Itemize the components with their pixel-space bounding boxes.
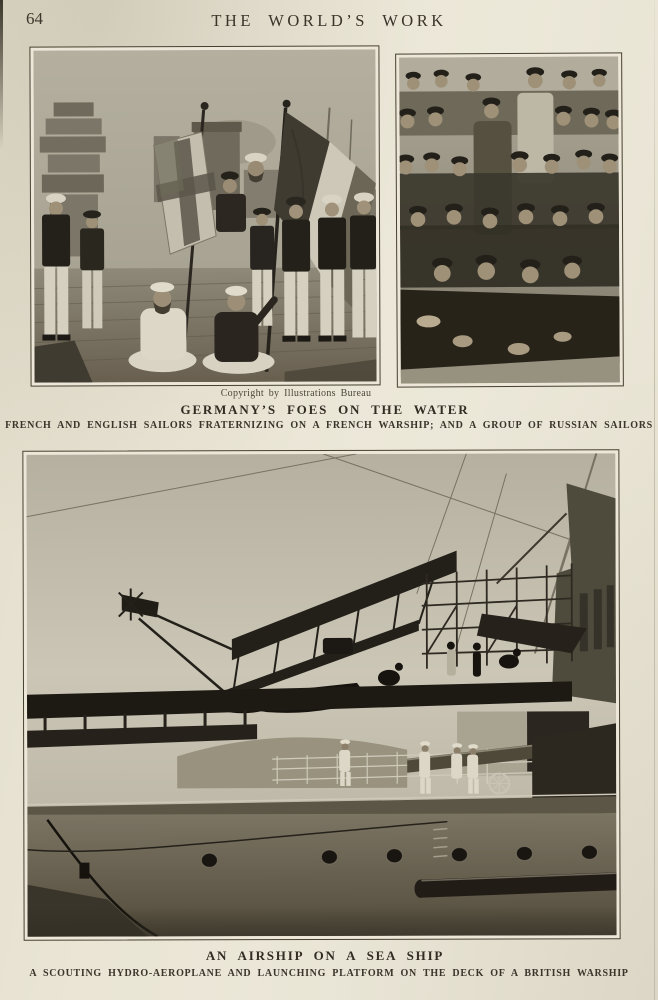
photo-credit: Copyright by Illustrations Bureau: [220, 388, 372, 399]
figure2-title: AN AIRSHIP ON A SEA SHIP: [205, 948, 445, 963]
sailors-flags-illustration: [33, 49, 376, 382]
figure1-title: GERMANY’S FOES ON THE WATER: [180, 402, 470, 417]
ships-wheel: [489, 774, 509, 794]
photo-sailors-flags: [29, 45, 380, 386]
figure1-subtitle: FRENCH AND ENGLISH SAILORS FRATERNIZING ON A FRENCH WARSHIP; AND A GROUP OF RUSSIAN SAILORS: [5, 420, 653, 431]
photo-russian-sailors: [395, 52, 624, 387]
russian-sailors-illustration: [399, 56, 620, 383]
page-edge-line: [654, 0, 655, 1000]
page-number: 64: [26, 9, 43, 28]
magazine-masthead: THE WORLD’S WORK: [211, 11, 447, 30]
photo-hydro-aeroplane: [22, 449, 620, 941]
figure2-subtitle: A SCOUTING HYDRO-AEROPLANE AND LAUNCHING PLATFORM ON THE DECK OF A BRITISH WARSHIP: [29, 968, 629, 979]
hydro-aeroplane-illustration: [26, 453, 616, 937]
